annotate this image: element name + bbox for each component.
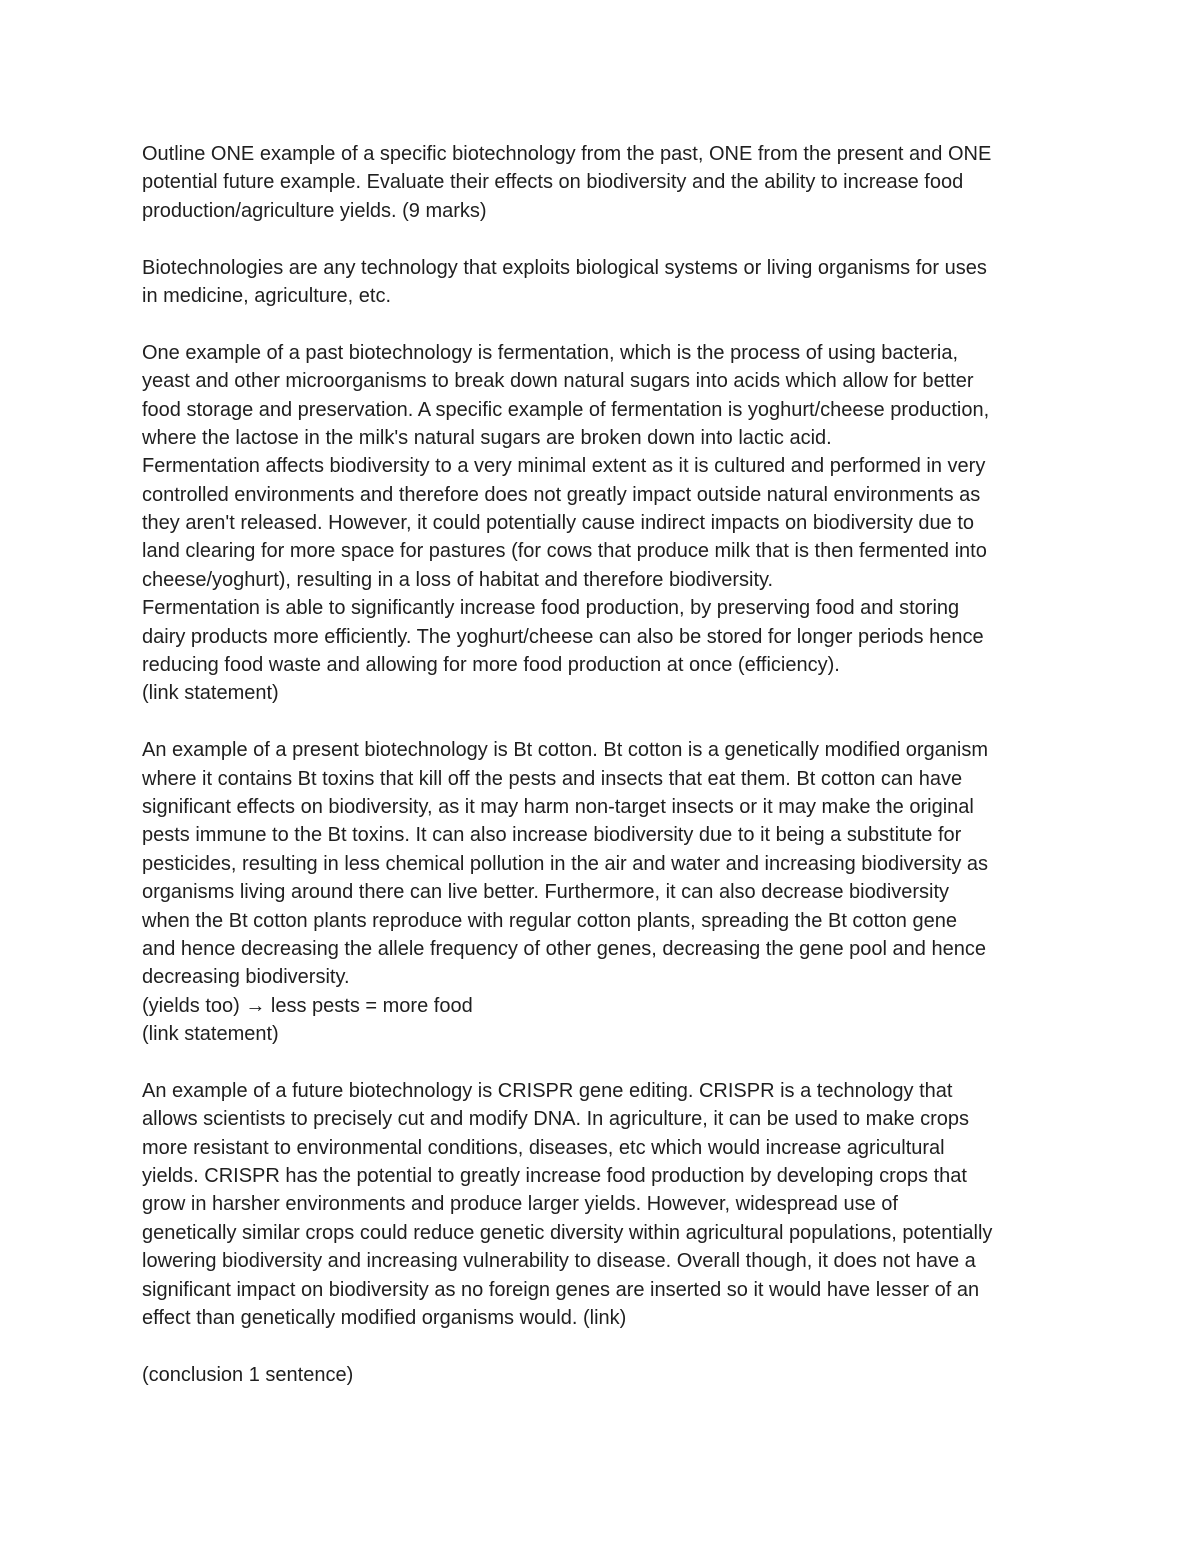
text-line: decreasing biodiversity. bbox=[142, 966, 350, 989]
text-line: (link statement) bbox=[142, 682, 279, 705]
definition-paragraph bbox=[142, 254, 1082, 311]
text-line: significant impact on biodiversity as no foreign genes are inserted so it would have lesser of an bbox=[142, 1278, 980, 1301]
text-line: more resistant to environmental conditions, diseases, etc which would increase agricultural bbox=[142, 1136, 945, 1159]
text-line: effect than genetically modified organisms would. (link) bbox=[142, 1307, 627, 1330]
present-biotechnology-paragraph bbox=[142, 736, 1082, 1048]
text-line: grow in harsher environments and produce larger yields. However, widespread use of bbox=[142, 1193, 898, 1216]
paragraph-spacer bbox=[142, 1332, 1082, 1360]
text-line: significant effects on biodiversity, as it may harm non-target insects or it may make the original bbox=[142, 795, 974, 818]
text-line: cheese/yoghurt), resulting in a loss of habitat and therefore biodiversity. bbox=[142, 568, 774, 591]
text-line: (link statement) bbox=[142, 1023, 279, 1046]
text-line: An example of a future biotechnology is CRISPR gene editing. CRISPR is a technology that bbox=[142, 1079, 953, 1102]
text-line: food storage and preservation. A specific example of fermentation is yoghurt/cheese production, bbox=[142, 398, 990, 421]
text-line: Outline ONE example of a specific biotechnology from the past, ONE from the present and ONE bbox=[142, 143, 992, 165]
paragraph-spacer bbox=[142, 708, 1082, 736]
text-line: One example of a past biotechnology is fermentation, which is the process of using bacteria, bbox=[142, 341, 959, 364]
text-line: Biotechnologies are any technology that exploits biological systems or living organisms for uses bbox=[142, 256, 987, 279]
future-biotechnology-paragraph bbox=[142, 1077, 1082, 1333]
text-line: in medicine, agriculture, etc. bbox=[142, 284, 392, 307]
text-line: An example of a present biotechnology is Bt cotton. Bt cotton is a genetically modified organism bbox=[142, 739, 989, 762]
text-line: potential future example. Evaluate their effects on biodiversity and the ability to increase food bbox=[142, 171, 964, 194]
text-line: dairy products more efficiently. The yoghurt/cheese can also be stored for longer periods hence bbox=[142, 625, 984, 648]
text-line: where the lactose in the milk's natural sugars are broken down into lactic acid. bbox=[142, 426, 832, 449]
text-line: and hence decreasing the allele frequency of other genes, decreasing the gene pool and hence bbox=[142, 937, 986, 960]
text-line: allows scientists to precisely cut and modify DNA. In agriculture, it can be used to make crops bbox=[142, 1108, 970, 1131]
text-line: yields. CRISPR has the potential to greatly increase food production by developing crops that bbox=[142, 1165, 967, 1188]
past-biotechnology-paragraph bbox=[142, 339, 1082, 708]
text-line: production/agriculture yields. (9 marks) bbox=[142, 199, 487, 222]
text-line: lowering biodiversity and increasing vulnerability to disease. Overall though, it does not have a bbox=[142, 1250, 976, 1273]
text-line: genetically similar crops could reduce genetic diversity within agricultural populations, potentially bbox=[142, 1221, 993, 1244]
conclusion-paragraph bbox=[142, 1361, 1082, 1389]
paragraph-spacer bbox=[142, 225, 1082, 253]
document-page bbox=[142, 140, 1082, 1389]
text-line: (conclusion 1 sentence) bbox=[142, 1363, 354, 1386]
text-line: (yields too) → less pests = more food bbox=[142, 994, 473, 1017]
text-line: they aren't released. However, it could potentially cause indirect impacts on biodiversity due to bbox=[142, 512, 975, 535]
text-line: pests immune to the Bt toxins. It can also increase biodiversity due to it being a substitute for bbox=[142, 824, 962, 847]
text-line: organisms living around there can live better. Furthermore, it can also decrease biodiversity bbox=[142, 881, 950, 904]
text-line: Fermentation affects biodiversity to a very minimal extent as it is cultured and performed in very bbox=[142, 455, 986, 478]
text-line: where it contains Bt toxins that kill off the pests and insects that eat them. Bt cotton can have bbox=[142, 767, 963, 790]
paragraph-spacer bbox=[142, 1049, 1082, 1077]
paragraph-spacer bbox=[142, 310, 1082, 338]
text-line: reducing food waste and allowing for more food production at once (efficiency). bbox=[142, 654, 840, 677]
text-line: Fermentation is able to significantly increase food production, by preserving food and storing bbox=[142, 597, 960, 620]
text-line: yeast and other microorganisms to break down natural sugars into acids which allow for better bbox=[142, 370, 974, 393]
text-line: land clearing for more space for pastures (for cows that produce milk that is then fermented into bbox=[142, 540, 987, 563]
text-line: pesticides, resulting in less chemical pollution in the air and water and increasing biodiversity as bbox=[142, 852, 988, 875]
text-line: when the Bt cotton plants reproduce with regular cotton plants, spreading the Bt cotton gene bbox=[142, 909, 957, 932]
question-paragraph bbox=[142, 140, 1082, 225]
text-line: controlled environments and therefore does not greatly impact outside natural environments as bbox=[142, 483, 981, 506]
